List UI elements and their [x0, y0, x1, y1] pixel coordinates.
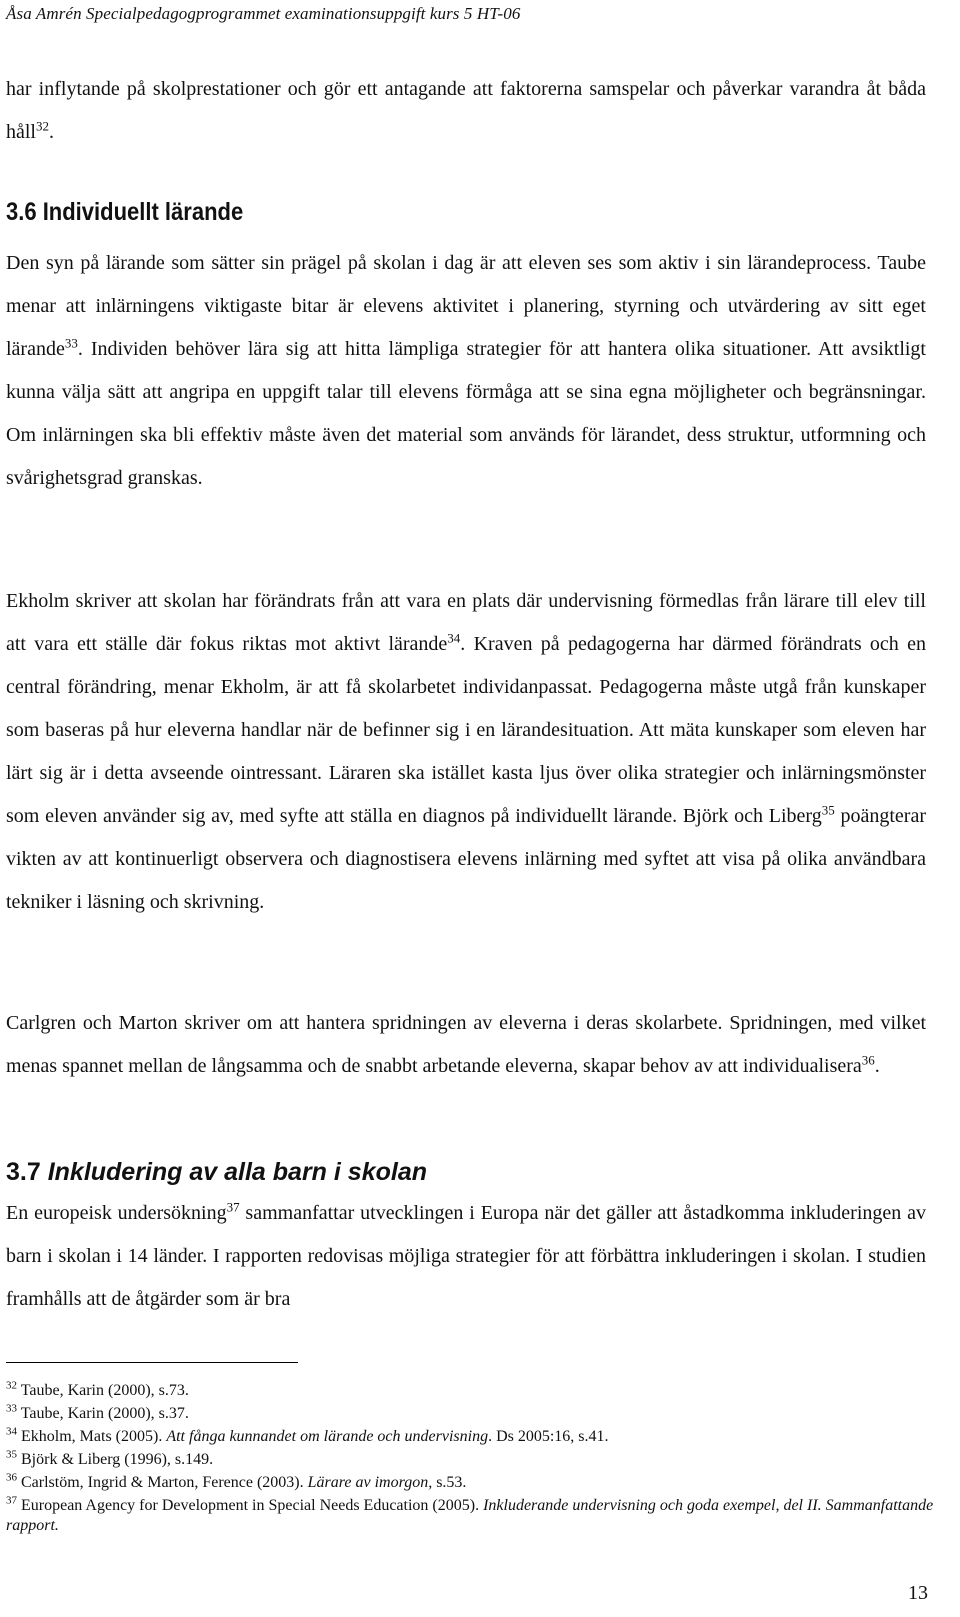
footnote-ref[interactable]: 32 [36, 118, 49, 134]
footnote-number: 34 [6, 1425, 17, 1438]
footnote-text: Carlstöm, Ingrid & Marton, Ference (2003). [17, 1474, 308, 1491]
heading-text: 3.6 Individuellt lärande [6, 198, 244, 226]
paragraph-individual-learning [6, 242, 926, 500]
footnote-32 [6, 1381, 936, 1401]
footnote-separator [6, 1362, 298, 1363]
footnote-title: Lärare av imorgon, [307, 1474, 433, 1491]
footnote-34 [6, 1427, 936, 1447]
paragraph-text: Ekholm skriver att skolan har förändrats från att vara en plats där undervisning förmedlas från lärare till elev till att vara ett ställe där fokus riktas mot aktivt lärande [6, 590, 926, 655]
footnote-number: 33 [6, 1402, 17, 1415]
footnote-ref[interactable]: 34 [447, 630, 461, 646]
footnote-text: European Agency for Development in Special Needs Education (2005). [17, 1497, 484, 1514]
footnote-number: 36 [6, 1471, 17, 1484]
footnote-text: s.53. [432, 1474, 467, 1491]
footnote-number: 32 [6, 1379, 17, 1392]
footnote-ref[interactable]: 36 [861, 1052, 875, 1068]
paragraph-text: . Individen behöver lära sig att hitta lämpliga strategier för att hantera olika situationer. Att avsiktligt kunna välja sätt att angripa en uppgift talar till elevens förmåga att se sina egna möjligheter och begränsningar. Om inlärningen ska bli effektiv måste även det material som används för lärandet, dess struktur, utformning och svårighetsgrad granskas. [6, 338, 926, 489]
paragraph-text: poängterar vikten av att kontinuerligt observera och diagnostisera elevens inlärning med syftet att visa på olika användbara tekniker i läsning och skrivning. [6, 805, 926, 913]
section-heading-3-7 [6, 1158, 926, 1187]
footnote-title: Att fånga kunnandet om lärande och undervisning [166, 1428, 489, 1445]
footnote-36 [6, 1473, 936, 1493]
paragraph-text: . Kraven på pedagogerna har därmed förändrats och en central förändring, menar Ekholm, är att få skolarbetet individanpassat. Pedagogerna måste utgå från kunskaper som baseras på hur eleverna handlar när de befinner sig i en lärandesituation. Att mäta kunskaper som eleven har lärt sig är i detta avseende ointressant. Läraren ska istället kasta ljus över olika strategier och inlärningsmönster som eleven använder sig av, med syfte att ställa en diagnos på individuellt lärande. Björk och Liberg [6, 633, 926, 827]
paragraph-text: En europeisk undersökning [6, 1202, 227, 1224]
heading-number: 3.7 [6, 1158, 48, 1186]
footnote-number: 37 [6, 1494, 17, 1507]
paragraph-european-survey [6, 1192, 926, 1321]
paragraph-carlgren [6, 1002, 926, 1088]
running-header: Åsa Amrén Specialpedagogprogrammet examinationsuppgift kurs 5 HT-06 [6, 4, 521, 23]
footnote-number: 35 [6, 1448, 17, 1461]
footnote-text: Taube, Karin (2000), s.73. [17, 1382, 189, 1399]
footnote-35 [6, 1450, 936, 1470]
paragraph-text: har inflytande på skolprestationer och gör ett antagande att faktorerna samspelar och påverkar varandra åt båda håll [6, 78, 926, 143]
paragraph-intro [6, 68, 926, 154]
footnote-ref[interactable]: 33 [64, 335, 78, 351]
footnote-ref[interactable]: 35 [821, 802, 835, 818]
heading-text: Inkludering av alla barn i skolan [47, 1158, 427, 1186]
paragraph-ekholm [6, 580, 926, 924]
footnote-text: Taube, Karin (2000), s.37. [17, 1405, 189, 1422]
page-number: 13 [908, 1582, 928, 1604]
paragraph-text: Den syn på lärande som sätter sin prägel på skolan i dag är att eleven ses som aktiv i sin lärandeprocess. Taube menar att inlärningens viktigaste bitar är elevens aktivitet i planering, styrning och utvärdering av sitt eget lärande [6, 252, 926, 360]
section-heading-3-6 [6, 198, 926, 227]
paragraph-text: sammanfattar utvecklingen i Europa när det gäller att åstadkomma inkluderingen av barn i skolan i 14 länder. I rapporten redovisas möjliga strategier för att förbättra inkluderingen i skolan. I studien framhålls att de åtgärder som är bra [6, 1202, 927, 1310]
footnote-37 [6, 1496, 936, 1536]
footnote-title: Inkluderande undervisning och goda exempel, del II. Sammanfattande rapport. [6, 1497, 934, 1534]
footnote-text: Ekholm, Mats (2005). [17, 1428, 167, 1445]
footnote-text: . Ds 2005:16, s.41. [488, 1428, 609, 1445]
paragraph-text: . [874, 1055, 880, 1077]
footnote-ref[interactable]: 37 [226, 1199, 240, 1215]
paragraph-text: . [49, 121, 54, 143]
footnote-33 [6, 1404, 936, 1424]
paragraph-text: Carlgren och Marton skriver om att hantera spridningen av eleverna i deras skolarbete. Spridningen, med vilket menas spannet mellan de långsamma och de snabbt arbetande eleverna, skapar behov av att individualisera [6, 1012, 926, 1077]
footnote-text: Björk & Liberg (1996), s.149. [17, 1451, 214, 1468]
